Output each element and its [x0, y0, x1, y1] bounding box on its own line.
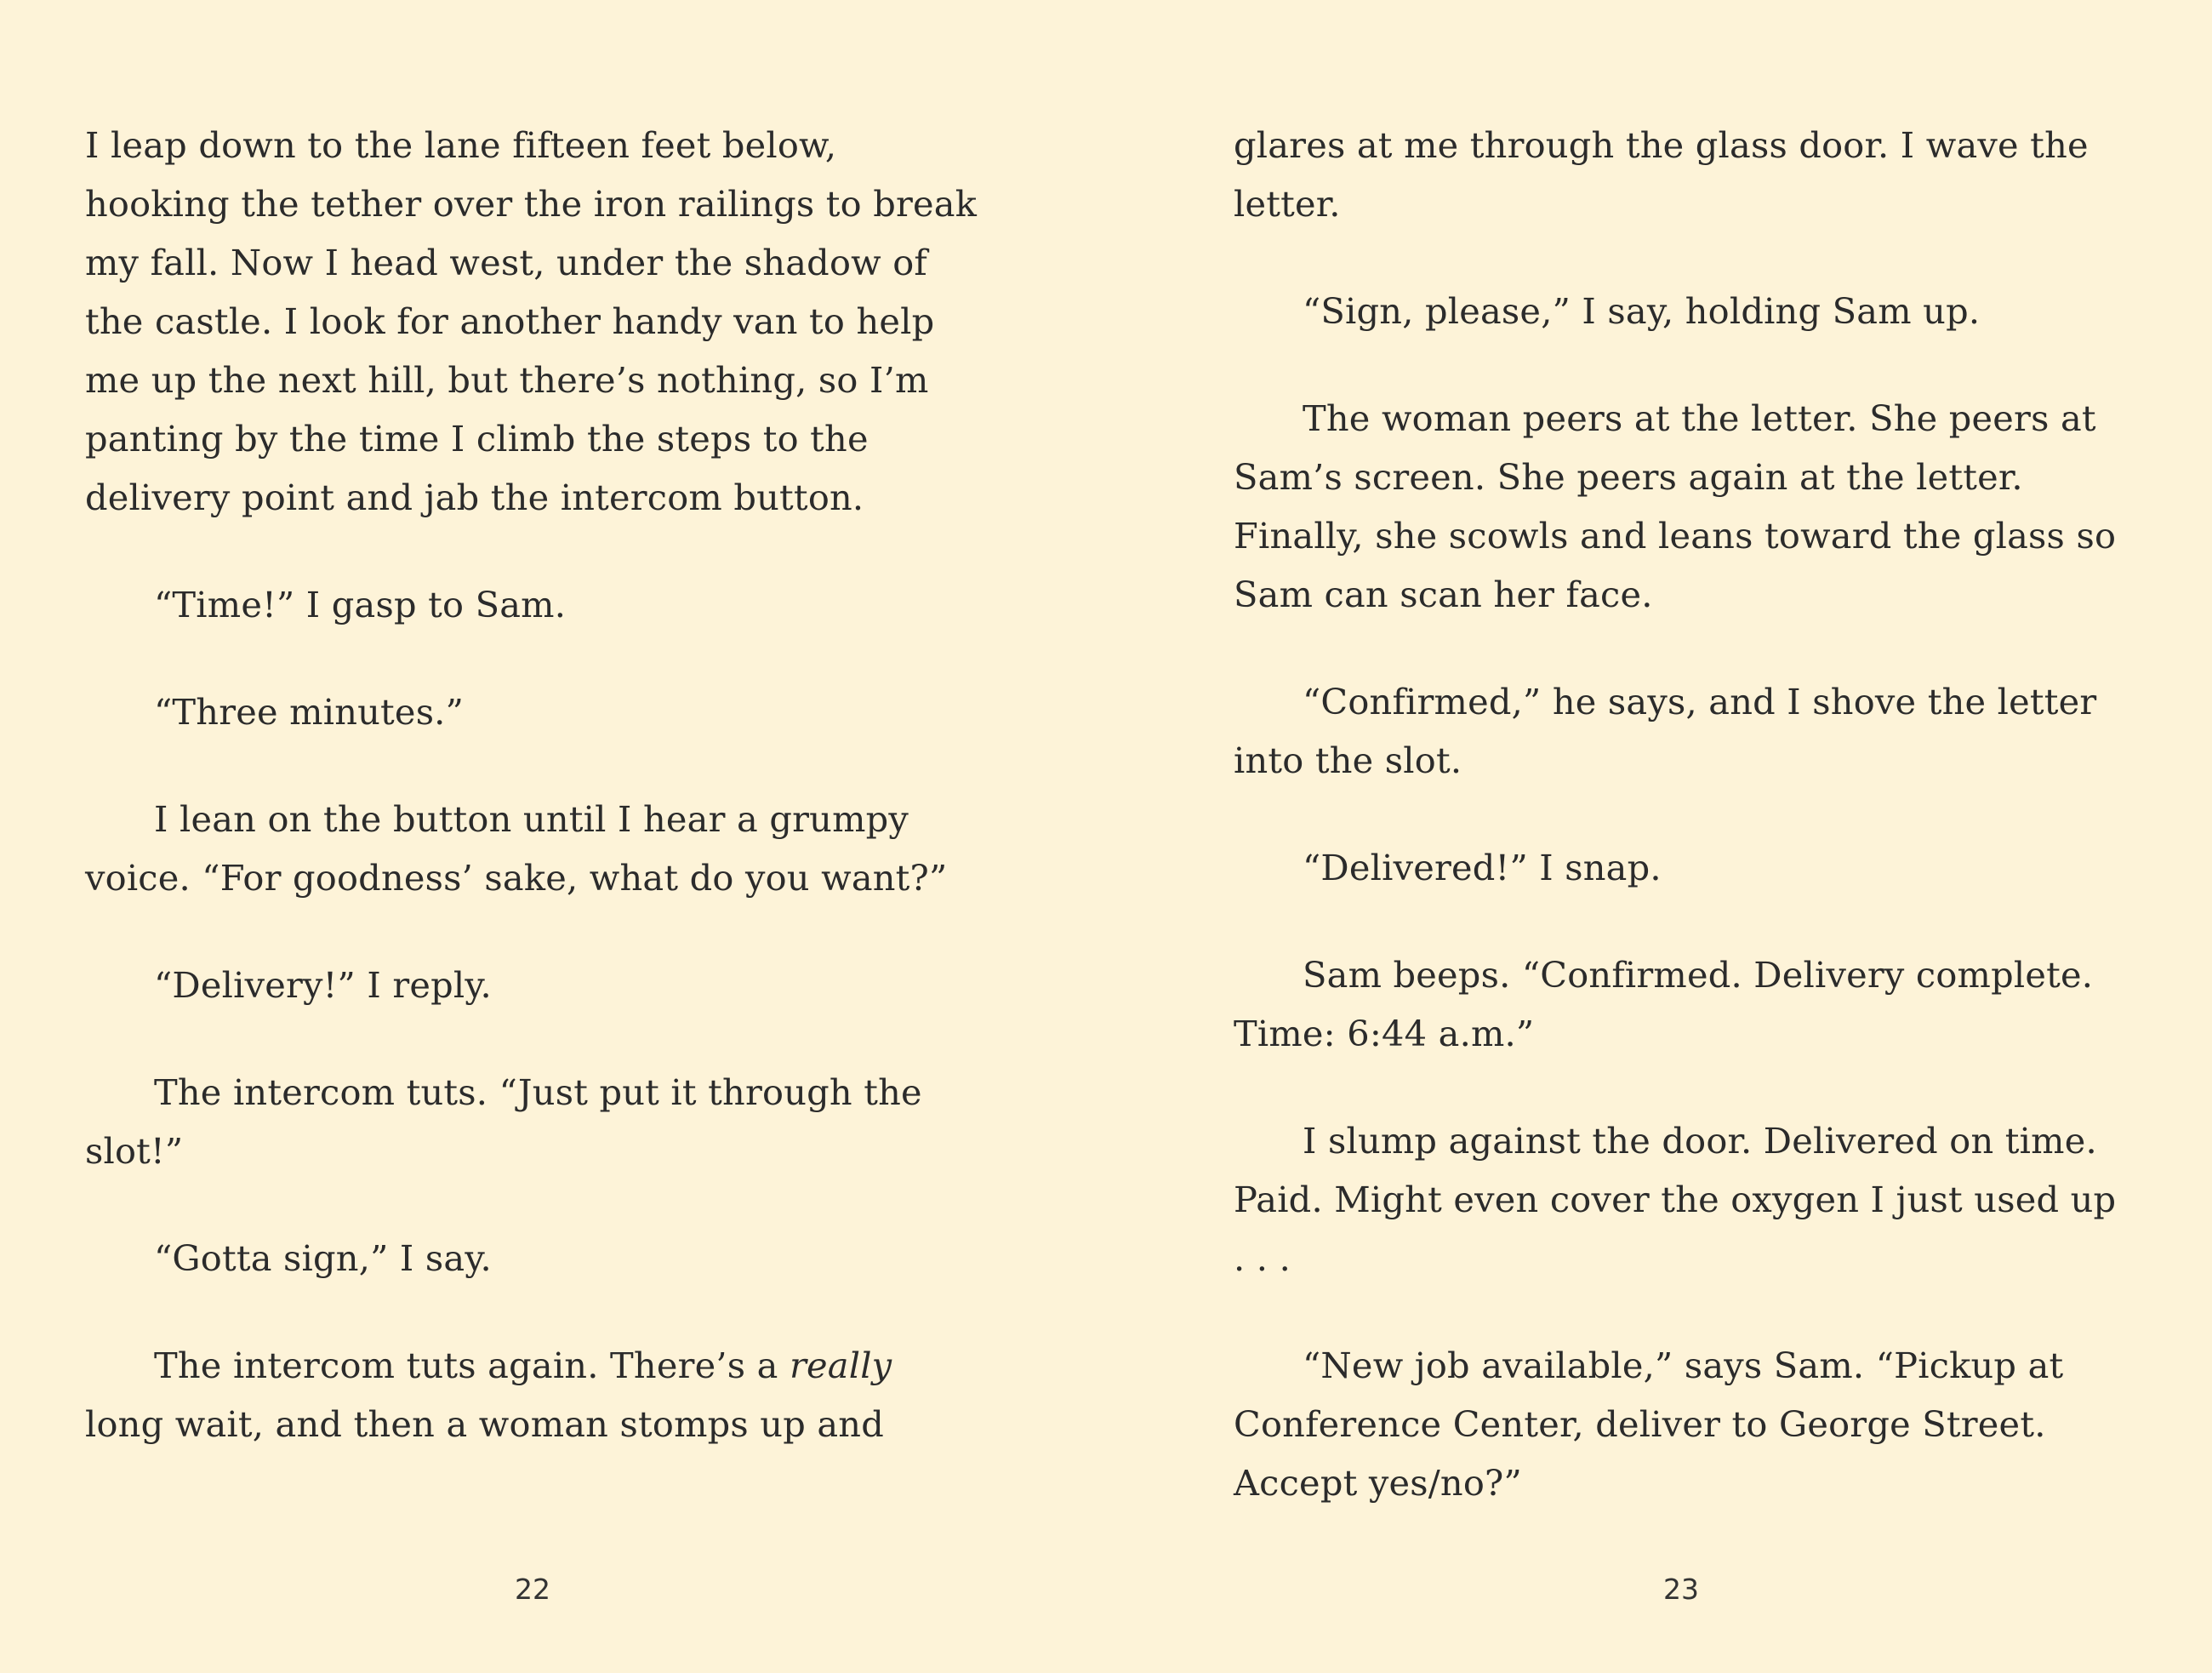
paragraph: Sam beeps. “Confirmed. Delivery complete. Time: 6:44 a.m.”	[1234, 954, 2094, 1054]
right-page	[1234, 0, 2131, 1673]
page-number-left: 22	[515, 1573, 550, 1606]
paragraph: I lean on the button until I hear a grumpy voice. “For goodness’ sake, what do you want?”	[85, 798, 948, 899]
right-page-text	[1234, 116, 2131, 1561]
paragraph: The woman peers at the letter. She peers at Sam’s screen. She peers again at the letter. Finally, she scowls and leans toward the glass so Sam can scan her face.	[1234, 397, 2117, 615]
paragraph: “Sign, please,” I say, holding Sam up.	[1303, 290, 1981, 332]
paragraph: “Time!” I gasp to Sam.	[154, 584, 567, 625]
paragraph-continued	[85, 1336, 978, 1453]
paragraph: “Delivery!” I reply.	[154, 964, 492, 1006]
paragraph: I slump against the door. Delivered on time. Paid. Might even cover the oxygen I just used up . . .	[1234, 1120, 2117, 1279]
emphasis-text: really	[790, 1345, 892, 1386]
paragraph: glares at me through the glass door. I wave the letter.	[1234, 124, 2089, 225]
left-page-text	[85, 116, 978, 1502]
left-page	[85, 0, 978, 1673]
page-number-right: 23	[1663, 1573, 1699, 1606]
text-run: long wait, and then a woman stomps up and	[85, 1403, 884, 1445]
paragraph: “New job available,” says Sam. “Pickup at Conference Center, deliver to George Street. Accept yes/no?”	[1234, 1345, 2064, 1504]
paragraph: “Gotta sign,” I say.	[154, 1237, 492, 1279]
paragraph: I leap down to the lane fifteen feet below, hooking the tether over the iron railings to break my fall. Now I head west, under the shadow of the castle. I look for another handy van to help me up the next hill, but there’s nothing, so I’m panting by the time I climb the steps to the delivery point and jab the intercom button.	[85, 124, 978, 518]
paragraph: “Confirmed,” he says, and I shove the letter into the slot.	[1234, 681, 2097, 781]
paragraph: The intercom tuts. “Just put it through the slot!”	[85, 1071, 922, 1172]
text-run: The intercom tuts again. There’s a	[154, 1345, 790, 1386]
paragraph: “Three minutes.”	[154, 691, 464, 733]
paragraph: “Delivered!” I snap.	[1303, 847, 1662, 888]
